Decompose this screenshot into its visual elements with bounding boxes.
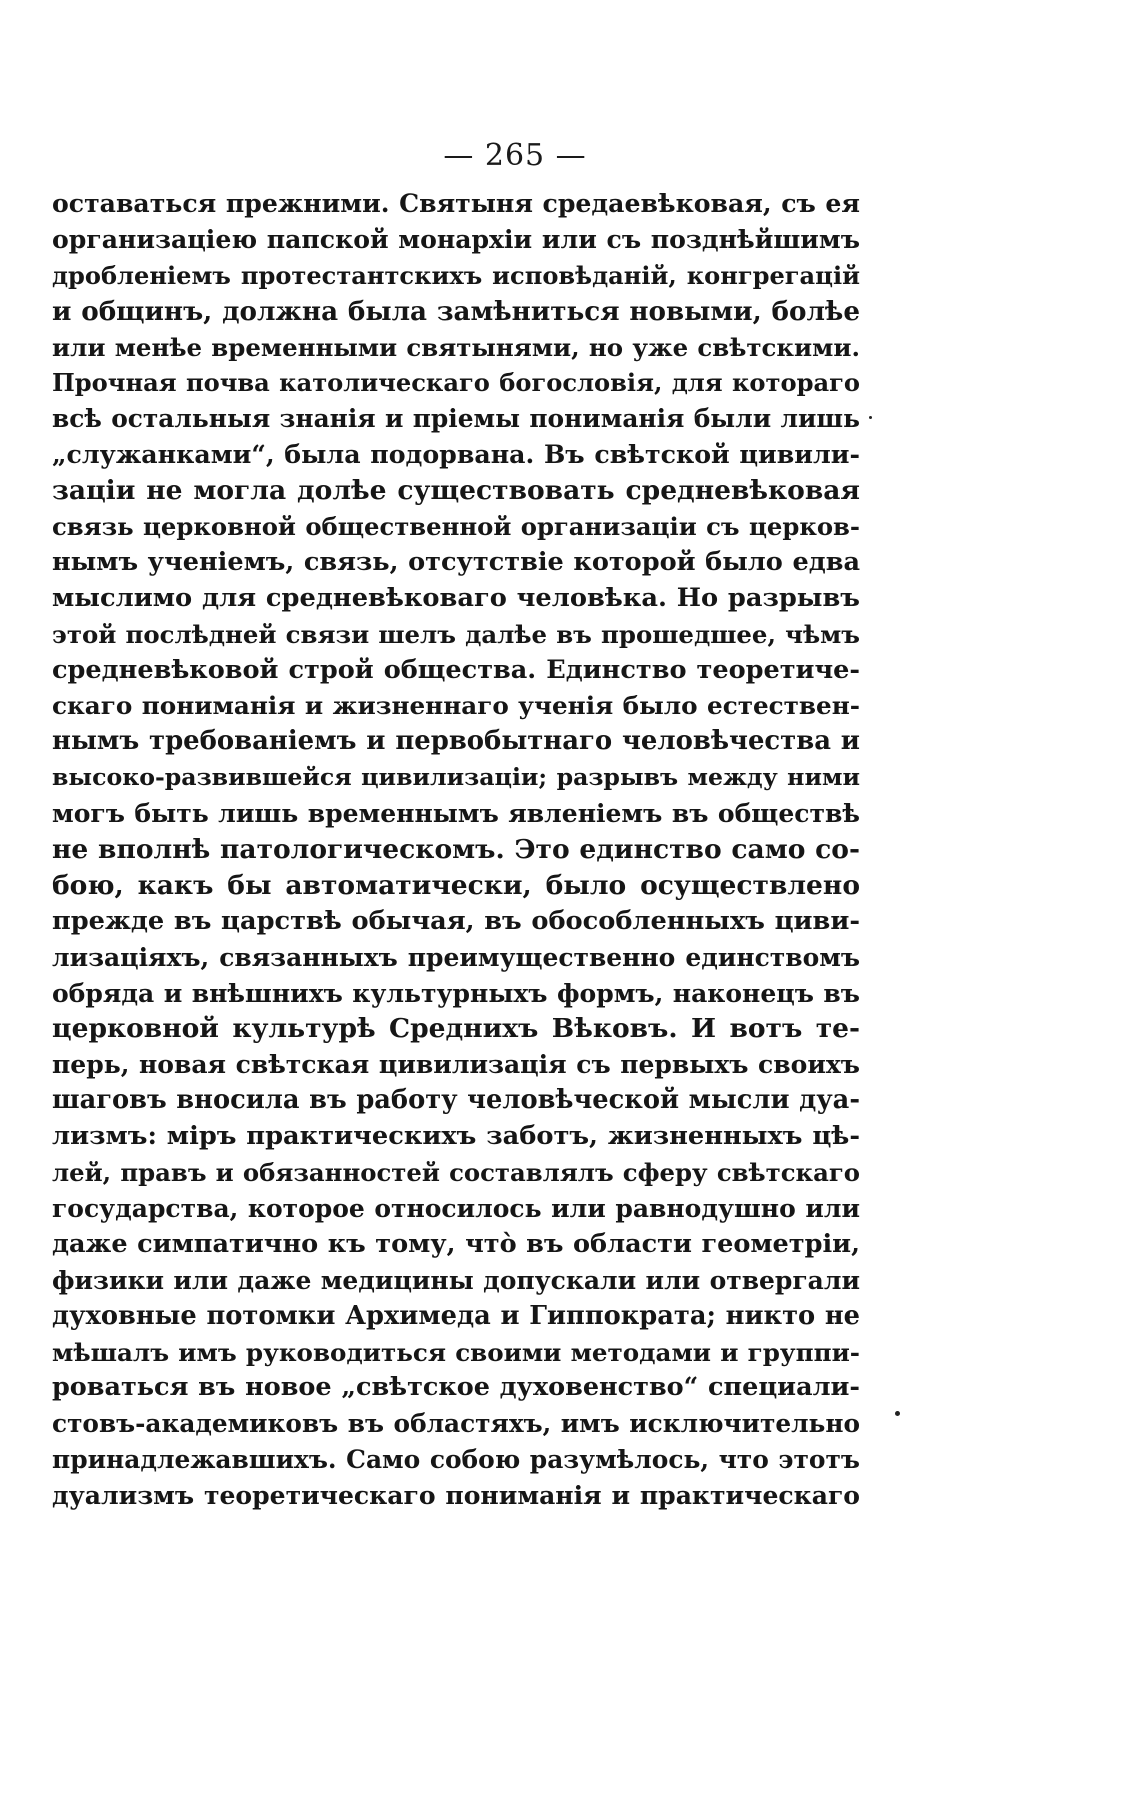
text-line: мѣшалъ имъ руководиться своими методами и группи- — [52, 1337, 860, 1367]
text-line: этой послѣдней связи шелъ далѣе въ прошедшее, чѣмъ — [52, 619, 860, 649]
text-line: нымъ ученiемъ, связь, отсутствiе которой было едва — [52, 546, 860, 577]
text-line: церковной культурѣ Среднихъ Вѣковъ. И вотъ те- — [52, 1013, 860, 1045]
text-line: средневѣковой строй общества. Единство теоретиче- — [52, 654, 860, 685]
text-line: высоко-развившейся цивилизацiи; разрывъ между ними — [52, 763, 860, 792]
text-line: лизацiяхъ, связанныхъ преимущественно единствомъ — [52, 942, 860, 972]
text-line: дуализмъ теоретическаго пониманiя и практическаго — [52, 1480, 860, 1511]
text-line: стовъ-академиковъ въ областяхъ, имъ исключительно — [52, 1409, 860, 1439]
text-line: дробленiемъ протестантскихъ исповѣданiй, конгрегацiй — [52, 260, 860, 290]
text-line: лей, правъ и обязанностей составлялъ сферу свѣтскаго — [52, 1158, 860, 1188]
text-line: даже симпатично къ тому, что̀ въ области геометрiи, — [52, 1228, 860, 1259]
text-line: бою, какъ бы автоматически, было осуществлено — [52, 869, 860, 901]
text-line: перь, новая свѣтская цивилизацiя съ первыхъ своихъ — [52, 1049, 860, 1080]
text-line: шаговъ вносила въ работу человѣческой мысли дуа- — [52, 1085, 860, 1116]
body-text — [52, 186, 860, 1514]
text-line: Прочная почва католическаго богословiя, для котораго — [52, 368, 860, 398]
text-line: духовные потомки Архимеда и Гиппократа; никто не — [52, 1300, 860, 1331]
text-line: всѣ остальныя знанiя и прiемы пониманiя были лишь — [52, 404, 860, 434]
text-line: мыслимо для средневѣковаго человѣка. Но разрывъ — [52, 582, 860, 613]
text-line: обряда и внѣшнихъ культурныхъ формъ, наконецъ въ — [52, 977, 860, 1008]
text-line: физики или даже медицины допускали или отвергали — [52, 1265, 860, 1295]
margin-speck — [869, 416, 872, 419]
text-line: или менѣе временными святынями, но уже свѣтскими. — [52, 332, 860, 362]
text-line: могъ быть лишь временнымъ явленiемъ въ обществѣ — [52, 798, 860, 829]
text-line: роваться въ новое „свѣтское духовенство“ специали- — [52, 1372, 860, 1403]
text-line: лизмъ: мiръ практическихъ заботъ, жизненныхъ цѣ- — [52, 1121, 860, 1152]
text-line: нымъ требованiемъ и первобытнаго человѣчества и — [52, 726, 860, 757]
text-line: зацiи не могла долѣе существовать средневѣковая — [52, 475, 860, 507]
text-line: связь церковной общественной организацiи съ церков- — [52, 512, 860, 542]
text-line: „служанками“, была подорвана. Въ свѣтской цивили- — [52, 439, 860, 470]
text-line: скаго пониманiя и жизненнаго ученiя было естествен- — [52, 691, 860, 721]
text-line: государства, которое относилось или равнодушно или — [52, 1193, 860, 1223]
text-line: организацiею папской монархiи или съ позднѣйшимъ — [52, 223, 860, 254]
text-line: прежде въ царствѣ обычая, въ обособленныхъ циви- — [52, 905, 860, 936]
margin-speck — [895, 1411, 900, 1416]
page-number: — 265 — — [443, 138, 587, 173]
text-line: принадлежавшихъ. Само собою разумѣлось, что этотъ — [52, 1445, 860, 1475]
text-line: оставаться прежними. Святыня средаевѣковая, съ ея — [52, 188, 860, 218]
text-line: не вполнѣ патологическомъ. Это единство само со- — [52, 834, 860, 866]
text-line: и общинъ, должна была замѣниться новыми, болѣе — [52, 295, 860, 327]
